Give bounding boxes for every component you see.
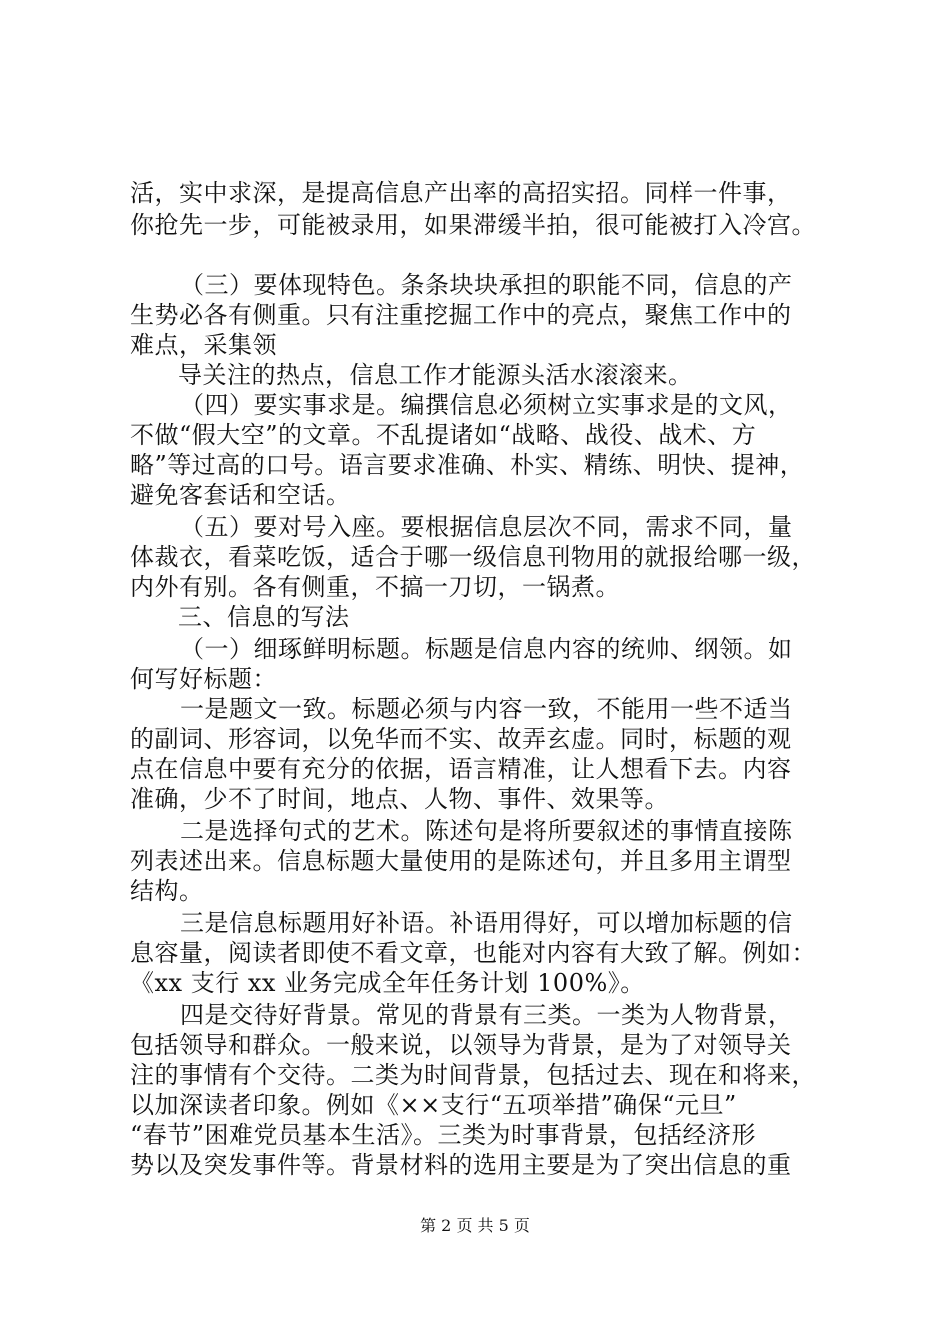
text-line: 难点，采集领 (130, 331, 277, 359)
text-line: 势以及突发事件等。背景材料的选用主要是为了突出信息的重 (130, 1151, 792, 1179)
text-line: 体裁衣，看菜吃饭，适合于哪一级信息刊物用的就报给哪一级， (130, 543, 816, 571)
text-line: （四）要实事求是。编撰信息必须树立实事求是的文风， (180, 391, 793, 419)
text-line: 结构。 (130, 877, 204, 905)
text-line: 内外有别。各有侧重，不搞一刀切，一锅煮。 (130, 573, 620, 601)
text-line: 《xx 支行 xx 业务完成全年任务计划 100%》。 (130, 969, 645, 997)
text-line: 你抢先一步，可能被录用，如果滞缓半拍，很可能被打入冷宫。 (130, 211, 816, 239)
text-line: 以加深读者印象。例如《××支行“五项举措”确保“元旦” (130, 1091, 737, 1119)
text-line: 活，实中求深，是提高信息产出率的高招实招。同样一件事， (130, 179, 792, 207)
text-line: 三是信息标题用好补语。补语用得好，可以增加标题的信 (180, 909, 793, 937)
text-line: （五）要对号入座。要根据信息层次不同，需求不同，量 (180, 513, 793, 541)
text-line: 二是选择句式的艺术。陈述句是将所要叙述的事情直接陈 (180, 817, 793, 845)
page-footer: 第 2 页 共 5 页 (420, 1216, 530, 1235)
text-line: 一是题文一致。标题必须与内容一致，不能用一些不适当 (180, 695, 793, 723)
text-line: 包括领导和群众。一般来说，以领导为背景，是为了对领导关 (130, 1031, 792, 1059)
text-line: 不做“假大空”的文章。不乱提诸如“战略、战役、战术、方 (130, 421, 757, 449)
text-line: 点在信息中要有充分的依据，语言精准，让人想看下去。内容 (130, 755, 792, 783)
text-line: （三）要体现特色。条条块块承担的职能不同，信息的产 (180, 271, 793, 299)
text-line: 准确，少不了时间，地点、人物、事件、效果等。 (130, 785, 669, 813)
text-line: 四是交待好背景。常见的背景有三类。一类为人物背景， (180, 1001, 793, 1029)
text-line: （一）细琢鲜明标题。标题是信息内容的统帅、纲领。如 (180, 635, 793, 663)
section-heading: 三、信息的写法 (178, 603, 350, 631)
text-line: 避免客套话和空话。 (130, 481, 351, 509)
text-line: 生势必各有侧重。只有注重挖掘工作中的亮点，聚焦工作中的 (130, 301, 792, 329)
text-line: 息容量，阅读者即使不看文章，也能对内容有大致了解。例如： (130, 939, 816, 967)
text-line: 导关注的热点，信息工作才能源头活水滚滚来。 (178, 361, 693, 389)
text-line: 略”等过高的口号。语言要求准确、朴实、精练、明快、提神， (130, 451, 805, 479)
text-line: “春节”困难党员基本生活》。三类为时事背景，包括经济形 (130, 1121, 757, 1149)
text-line: 列表述出来。信息标题大量使用的是陈述句，并且多用主谓型 (130, 847, 792, 875)
text-line: 的副词、形容词，以免华而不实、故弄玄虚。同时，标题的观 (130, 725, 792, 753)
text-line: 何写好标题： (130, 665, 277, 693)
text-line: 注的事情有个交待。二类为时间背景，包括过去、现在和将来， (130, 1061, 816, 1089)
